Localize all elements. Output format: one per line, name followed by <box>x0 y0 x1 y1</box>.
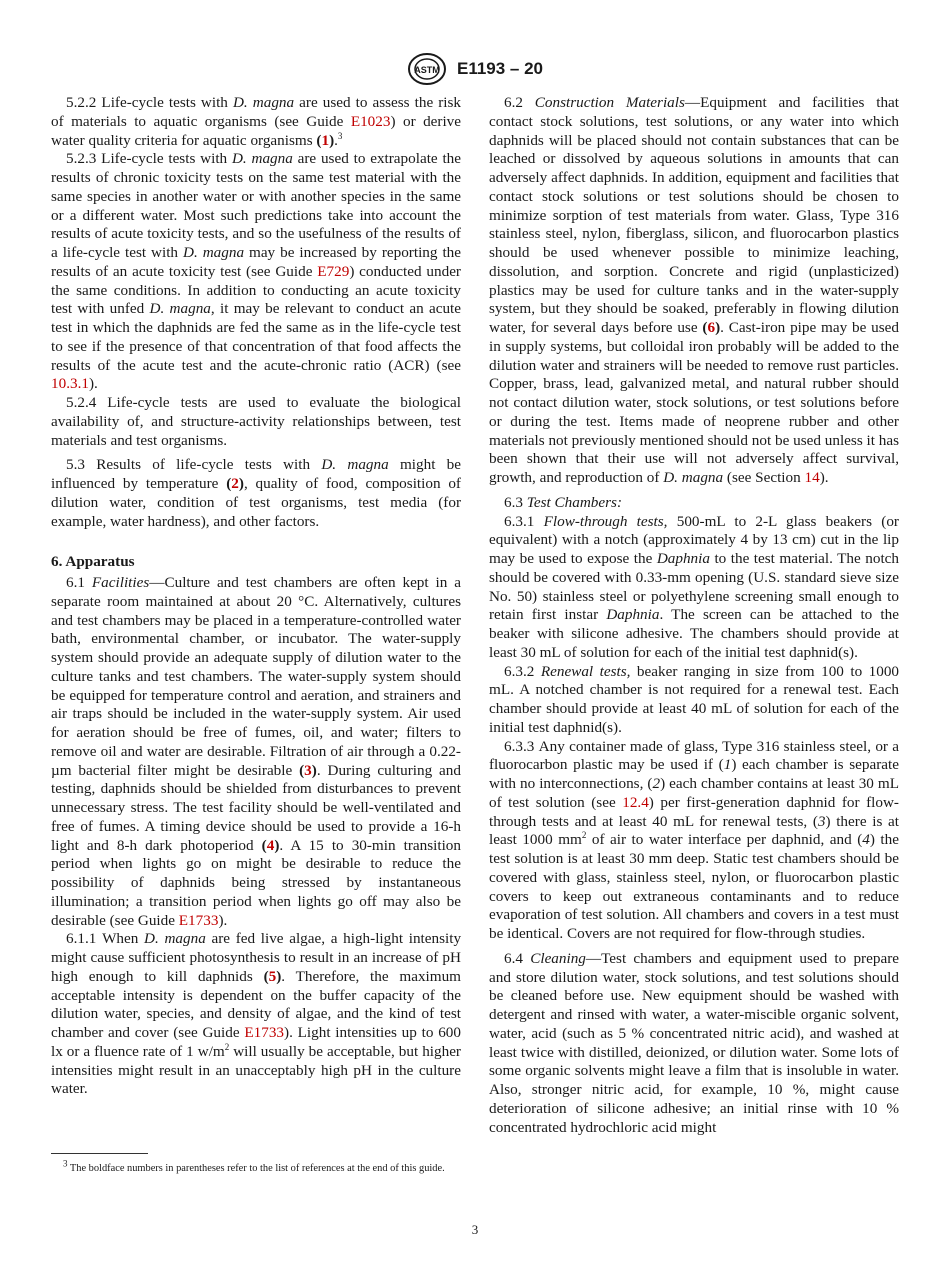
guide-link[interactable]: E1023 <box>350 112 391 130</box>
section-link[interactable]: 12.4 <box>622 793 649 811</box>
paragraph-6-4: 6.4 Cleaning—Test chambers and equipment used to prepare and store dilution water, stock solutions, and test solutions should be cleaned before use. New equipment should be washed with detergent and rinsed with water, a water-miscible organic solvent, water, acid (such as 5 % concentrated nitric acid), and washed at least twice with distilled, deionized, or dilution water. Some lots of some organic solvents might leave a film that is insoluble in water. Also, stronger nitric acid, for example, 10 %, might cause deterioration of silicone adhesive; an initial rinse with 10 % concentrated hydrochloric acid might <box>489 949 899 1136</box>
reference-link[interactable]: 1 <box>321 131 330 149</box>
guide-link[interactable]: E729 <box>317 262 350 280</box>
guide-link[interactable]: E1733 <box>244 1024 285 1041</box>
svg-text:ASTM: ASTM <box>414 65 440 75</box>
paragraph-6-3-1: 6.3.1 Flow-through tests, 500-mL to 2-L glass beakers (or equivalent) with a notch (approximately 4 by 13 cm) cut in the lip may be used to expose the Daphnia to the test material. The notch should be covered with 0.33-mm opening (U.S. standard sieve size No. 50) stainless steel or polyethylene screening small enough to retain first instar Daphnia. The screen can be attached to the beaker with silicone adhesive. The chambers should provide at least 30 mL of solution for each of the initial test daphnid(s). <box>489 512 899 661</box>
footnote-divider <box>51 1153 148 1154</box>
paragraph-6-3-3: 6.3.3 Any container made of glass, Type 316 stainless steel, or a fluorocarbon plastic may be used if (1) each chamber is separate with no interconnections, (2) each chamber contains at least 30 mL of test solution (see 12.4) per first-generation daphnid for flow-through tests and at least 40 mL for renewal tests, (3) there is at least 1000 $mm^2$ of air to water interface per daphnid, and (4) the test solution is at least 30 mm deep. Static test chambers should be covered with glass, stainless steel, nylon, or fluorocarbon plastic covers to keep out extraneous contaminants and to reduce evaporation of test solution. All chambers and covers in a test must be identical. Covers are not required for flow-through studies. <box>489 737 900 942</box>
astm-logo-icon <box>407 52 447 86</box>
document-designation: E1193 – 20 <box>456 59 544 78</box>
section-link[interactable]: 10.3.1 <box>51 375 89 393</box>
section-heading-apparatus: 6. Apparatus <box>51 553 135 571</box>
paragraph-5-2-2: 5.2.2 Life-cycle tests with D. magna are used to assess the risk of materials to aquatic organisms (see Guide E1023) or derive water quality criteria for aquatic organisms (1).$^3$ <box>51 94 462 149</box>
section-link[interactable]: 14 <box>804 469 820 486</box>
reference-link[interactable]: 2 <box>231 475 239 492</box>
paragraph-6-2: 6.2 Construction Materials—Equipment and facilities that contact stock solutions, test solutions, or any water into which daphnids will be placed should not contain substances that can be leached or dissolved by aqueous solutions in amounts that can adversely affect daphnids. In addition, equipment and facilities that contact stock solutions or test solutions should be chosen to minimize sorption of test materials from water. Glass, Type 316 stainless steel, nylon, fiberglass, silicon, and fluorocarbon plastics should be used whenever possible to minimize leaching, dissolution, and sorption. Concrete and rigid (unplasticized) plastics may be used for culture tanks and in the water-supply system, but they should be soaked, preferably in flowing dilution water, for several days before use (6). Cast-iron pipe may be used in supply systems, but colloidal iron probably will be added to the dilution water and strainers will be needed to remove rust particles. Copper, brass, lead, galvanized metal, and natural rubber should not contact dilution water, stock solutions, or test solutions before or during the test. Items made of neoprene rubber and other materials not previously mentioned should not be used unless it has been shown that their use will not adversely affect survival, growth, and reproduction of D. magna (see Section 14). <box>489 94 900 486</box>
paragraph-6-3: 6.3 Test Chambers: <box>504 493 622 511</box>
paragraph-6-1: 6.1 Facilities—Culture and test chambers are often kept in a separate room maintained at about 20 °C. Alternatively, cultures and test chambers may be placed in a temperature-controlled water bath, environmental chamber, or incubator. The water-supply system should provide an adequate supply of dilution water to the culture tanks and test chambers. The water-supply system should be equipped for temperature control and aeration, and strainers and air traps should be included in the water-supply system. Air used for aeration should be free of fumes, oil, and water; filters to remove oil and water are desirable. Filtration of air through a 0.22-µm bacterial filter might be desirable (3). During culturing and testing, daphnids should be shielded from disturbances to prevent unnecessary stress. The test facility should be well-ventilated and free of fumes. A timing device should be used to provide a 16-h light and 8-h dark photoperiod (4). A 15 to 30-min transition period when lights go on might be desirable to reduce the possibility of daphnids being stressed by instantaneous illumination; a transition period when lights go off may also be desirable (see Guide E1733). <box>51 574 462 929</box>
guide-link[interactable]: E1733 <box>178 911 219 929</box>
page-header <box>0 52 950 86</box>
paragraph-5-3: 5.3 Results of life-cycle tests with D. magna might be influenced by temperature (2), quality of food, composition of dilution water, condition of test organisms, test media (for example, water hardness), and other factors. <box>51 456 462 530</box>
paragraph-5-2-4: 5.2.4 Life-cycle tests are used to evaluate the biological availability of, and structure-activity relationships between, test materials and test organisms. <box>51 394 462 449</box>
footnote-marker: 3 <box>337 130 343 141</box>
paragraph-6-1-1: 6.1.1 When D. magna are fed live algae, a high-light intensity might cause sufficient photosynthesis to result in an increase of pH high enough to kill daphnids (5). Therefore, the maximum acceptable intensity is dependent on the buffer capacity of the dilution water, species, and density of algae, and the kind of test chamber and cover (see Guide E1733). Light intensities up to 600 lx or a fluence rate of 1 $w/m^2$ will usually be acceptable, but higher intensities might result in an unacceptably high pH in the culture water. <box>51 930 462 1098</box>
right-column <box>489 94 899 1137</box>
reference-link[interactable]: 4 <box>266 836 275 854</box>
left-column <box>51 94 461 1099</box>
reference-link[interactable]: 6 <box>707 319 716 336</box>
reference-link[interactable]: 3 <box>304 761 312 779</box>
reference-link[interactable]: 5 <box>268 967 277 985</box>
paragraph-6-3-2: 6.3.2 Renewal tests, beaker ranging in size from 100 to 1000 mL. A notched chamber is not required for a renewal test. Each chamber should provide at least 40 mL of solution for each of the initial test daphnid(s). <box>489 662 900 736</box>
paragraph-5-2-3: 5.2.3 Life-cycle tests with D. magna are used to extrapolate the results of chronic toxicity tests on the same test material with the same species in another water or with another species in the same or a different water. Most such predictions take into account the results of acute toxicity tests, and so the usefulness of the results of a life-cycle test with D. magna may be increased by reporting the results of an acute toxicity test (see Guide E729) conducted under the same conditions. In addition to conducting an acute toxicity test with unfed D. magna, it may be relevant to conduct an acute test in which the daphnids are fed the same as in the life-cycle test to see if the presence of that concentration of that food affects the results of the acute test and the acute-chronic ratio (ACR) (see 10.3.1). <box>51 150 462 393</box>
footnote: $^3$ The boldface numbers in parentheses refer to the list of references at the end of this guide. <box>63 1158 445 1174</box>
page-number: 3 <box>471 1222 479 1237</box>
